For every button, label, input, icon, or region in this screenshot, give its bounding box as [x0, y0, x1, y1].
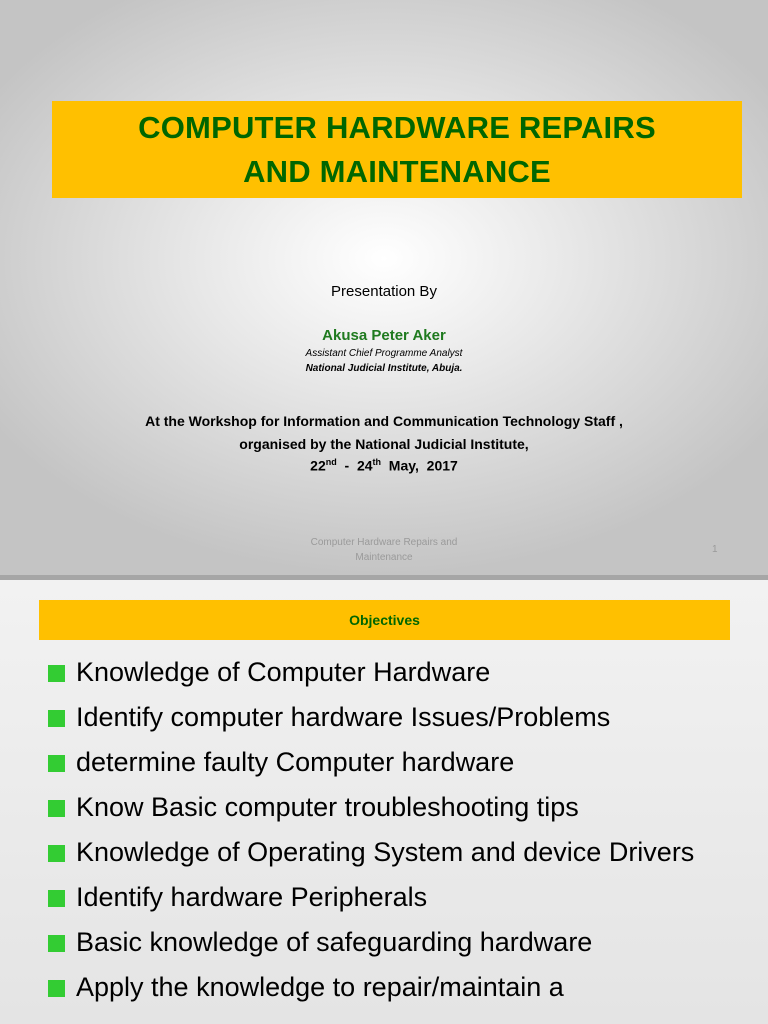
slide-title-line-1: COMPUTER HARDWARE REPAIRS: [138, 109, 656, 145]
date-start-suffix: nd: [325, 457, 337, 467]
footer-line-1: Computer Hardware Repairs and: [310, 537, 458, 548]
list-item-text: Basic knowledge of safeguarding hardware: [76, 927, 593, 957]
objectives-slide: [0, 580, 768, 1024]
list-item: [48, 790, 724, 825]
workshop-description: [0, 410, 768, 456]
list-item: [48, 700, 724, 735]
objectives-list: [48, 655, 724, 1015]
title-banner: [52, 101, 742, 198]
list-item: [48, 745, 724, 780]
date-rest: May, 2017: [381, 457, 458, 474]
list-item-text: determine faulty Computer hardware: [76, 747, 515, 777]
list-item: [48, 880, 724, 915]
bullet-square-icon: [48, 800, 65, 817]
list-item: [48, 655, 724, 690]
bullet-square-icon: [48, 755, 65, 772]
workshop-date: [0, 457, 768, 474]
presenter-role: Assistant Chief Programme Analyst: [305, 348, 463, 359]
list-item-text: Know Basic computer troubleshooting tips: [76, 792, 579, 822]
workshop-line-2: organised by the National Judicial Institute,: [239, 436, 529, 452]
slide-number: 1: [712, 544, 718, 555]
bullet-square-icon: [48, 980, 65, 997]
bullet-square-icon: [48, 665, 65, 682]
date-start: 22: [310, 457, 326, 474]
presentation-by-label: Presentation By: [331, 283, 437, 300]
bullet-square-icon: [48, 935, 65, 952]
slide-title-line-2: AND MAINTENANCE: [243, 153, 551, 189]
bullet-square-icon: [48, 710, 65, 727]
list-item-text: Apply the knowledge to repair/maintain a: [76, 972, 564, 1002]
objectives-heading: Objectives: [349, 612, 420, 628]
bullet-square-icon: [48, 890, 65, 907]
workshop-line-1: At the Workshop for Information and Communication Technology Staff ,: [145, 413, 623, 429]
date-separator: - 24: [336, 457, 373, 474]
objectives-banner: [39, 600, 730, 640]
list-item-text: Knowledge of Operating System and device Drivers: [76, 837, 695, 867]
slide-footer: [284, 535, 484, 565]
list-item-text: Knowledge of Computer Hardware: [76, 657, 491, 687]
list-item-text: Identify computer hardware Issues/Problems: [76, 702, 611, 732]
list-item-text: Identify hardware Peripherals: [76, 882, 428, 912]
list-item: [48, 835, 724, 870]
list-item: [48, 970, 724, 1005]
presenter-name: Akusa Peter Aker: [322, 327, 446, 344]
presenter-institute: National Judicial Institute, Abuja.: [305, 363, 463, 374]
bullet-square-icon: [48, 845, 65, 862]
date-end-suffix: th: [372, 457, 382, 467]
footer-line-2: Maintenance: [355, 552, 413, 563]
list-item: [48, 925, 724, 960]
